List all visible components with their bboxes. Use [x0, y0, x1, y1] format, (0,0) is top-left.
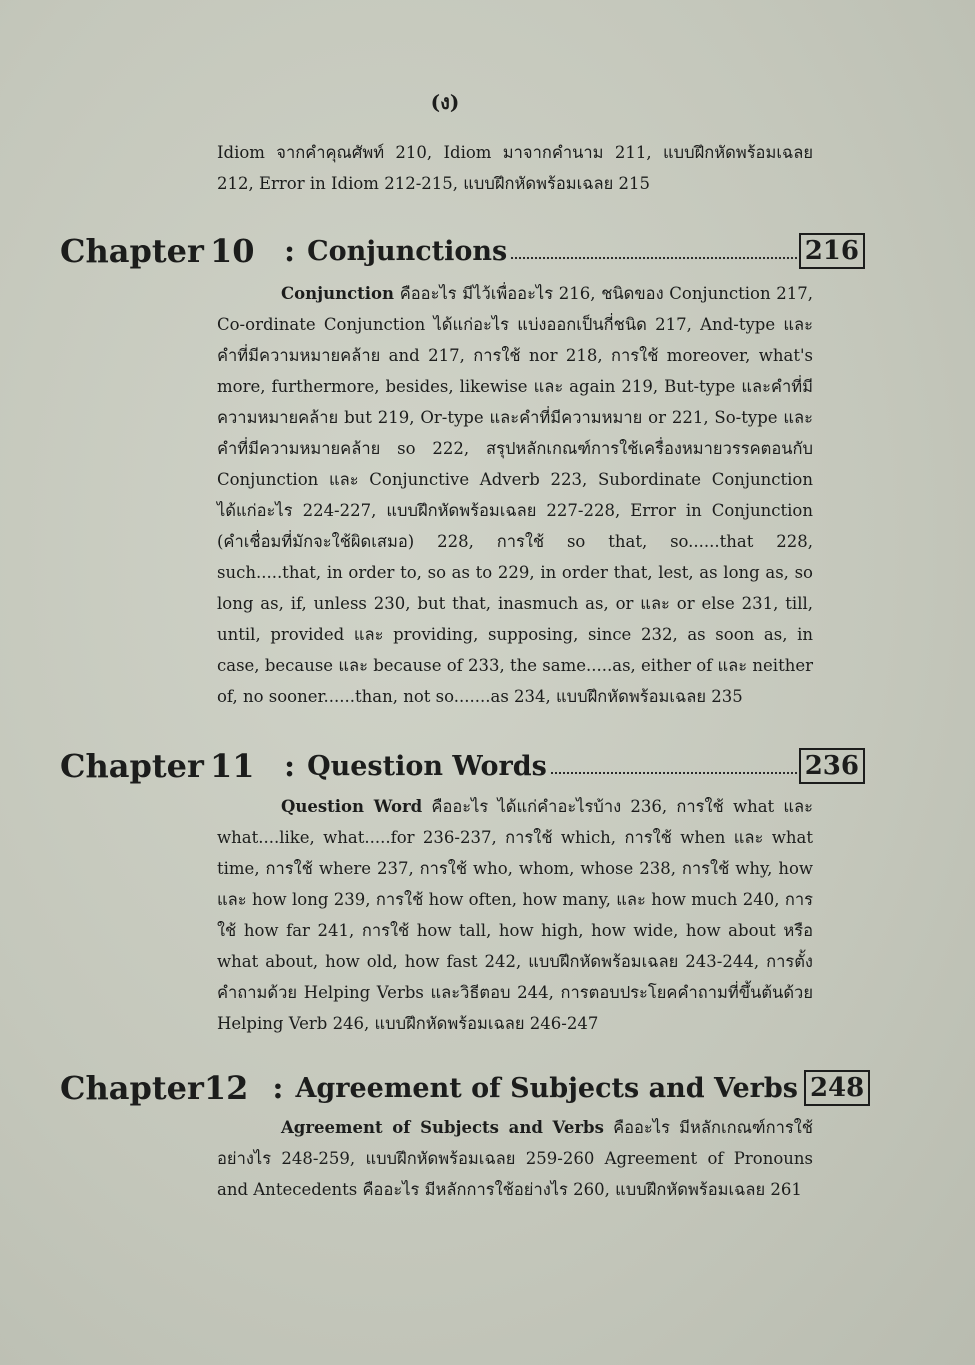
leader-dots [551, 772, 797, 774]
chapter-title: Agreement of Subjects and Verbs [295, 1072, 798, 1104]
chapter-title: Question Words [307, 750, 547, 782]
chapter-colon: : [284, 233, 296, 269]
chapter-page-box: 248 [804, 1070, 870, 1106]
chapter-12-heading [60, 1068, 865, 1108]
chapter-number: 12 [203, 1069, 249, 1107]
leader-dots [511, 257, 796, 259]
chapter-page-box: 236 [799, 748, 865, 784]
chapter-11-contents [217, 791, 813, 1039]
chapter-10-contents [217, 278, 813, 712]
intro-paragraph: Idiom จากคำคุณศัพท์ 210, Idiom มาจากคำนาม 211, แบบฝึกหัดพร้อมเฉลย 212, Error in Idiom 212-215, แบบฝึกหัดพร้อมเฉลย 215 [217, 143, 813, 193]
chapter-12-contents [217, 1112, 813, 1205]
chapter-colon: : [272, 1070, 284, 1106]
chapter-body-text: คืออะไร ได้แก่คำอะไรบ้าง 236, การใช้ what และ what....like, what.....for 236-237, การใช้ which, การใช้ when และ what time, การใช้ where 237, การใช้ who, whom, whose 238, การใช้ why, how และ how long 239, การใช้ how often, how many, และ how much 240, การใช้ how far 241, การใช้ how tall, how high, how wide, how about หรือ what about, how old, how fast 242, แบบฝึกหัดพร้อมเฉลย 243-244, การตั้งคำถามด้วย Helping Verbs และวิธีตอบ 244, การตอบประโยคคำถามที่ขึ้นต้นด้วย Helping Verb 246, แบบฝึกหัดพร้อมเฉลย 246-247 [217, 797, 813, 1033]
chapter-page-box: 216 [799, 233, 865, 269]
chapter-number: 10 [210, 232, 255, 270]
chapter-label: Chapter [60, 1069, 204, 1107]
chapter-lead-term: Conjunction [281, 284, 395, 303]
chapter-lead-term: Question Word [281, 797, 423, 816]
chapter-label: Chapter [60, 747, 204, 785]
chapter-lead-term: Agreement of Subjects and Verbs [281, 1118, 604, 1137]
page-number: (ง) [430, 90, 460, 114]
chapter-11-heading [60, 746, 865, 786]
chapter-10-heading [60, 231, 865, 271]
chapter-colon: : [284, 748, 296, 784]
chapter-body-text: คืออะไร มีหลักเกณฑ์การใช้อย่างไร 248-259, แบบฝึกหัดพร้อมเฉลย 259-260 Agreement of Pronouns and Antecedents คืออะไร มีหลักการใช้อย่างไร 260, แบบฝึกหัดพร้อมเฉลย 261 [217, 1118, 813, 1199]
chapter-label: Chapter [60, 232, 204, 270]
chapter-title: Conjunctions [307, 235, 508, 267]
chapter-number: 11 [210, 747, 255, 785]
chapter-body-text: คืออะไร มีไว้เพื่ออะไร 216, ชนิดของ Conjunction 217, Co-ordinate Conjunction ได้แก่อะไร แบ่งออกเป็นกี่ชนิด 217, And-type และคำที่มีความหมายคล้าย and 217, การใช้ nor 218, การใช้ moreover, what's more, furthermore, besides, likewise และ again 219, But-type และคำที่มีความหมายคล้าย but 219, Or-type และคำที่มีความหมาย or 221, So-type และคำที่มีความหมายคล้าย so 222, สรุปหลักเกณฑ์การใช้เครื่องหมายวรรคตอนกับ Conjunction และ Conjunctive Adverb 223, Subordinate Conjunction ได้แก่อะไร 224-227, แบบฝึกหัดพร้อมเฉลย 227-228, Error in Conjunction (คำเชื่อมที่มักจะใช้ผิดเสมอ) 228, การใช้ so that, so......that 228, such.....that, in order to, so as to 229, in order that, lest, as long as, so long as, if, unless 230, but that, inasmuch as, or และ or else 231, till, until, provided และ providing, supposing, since 232, as soon as, in case, because และ because of 233, the same.....as, either of และ neither of, no sooner......than, not so.......as 234, แบบฝึกหัดพร้อมเฉลย 235 [217, 284, 813, 706]
